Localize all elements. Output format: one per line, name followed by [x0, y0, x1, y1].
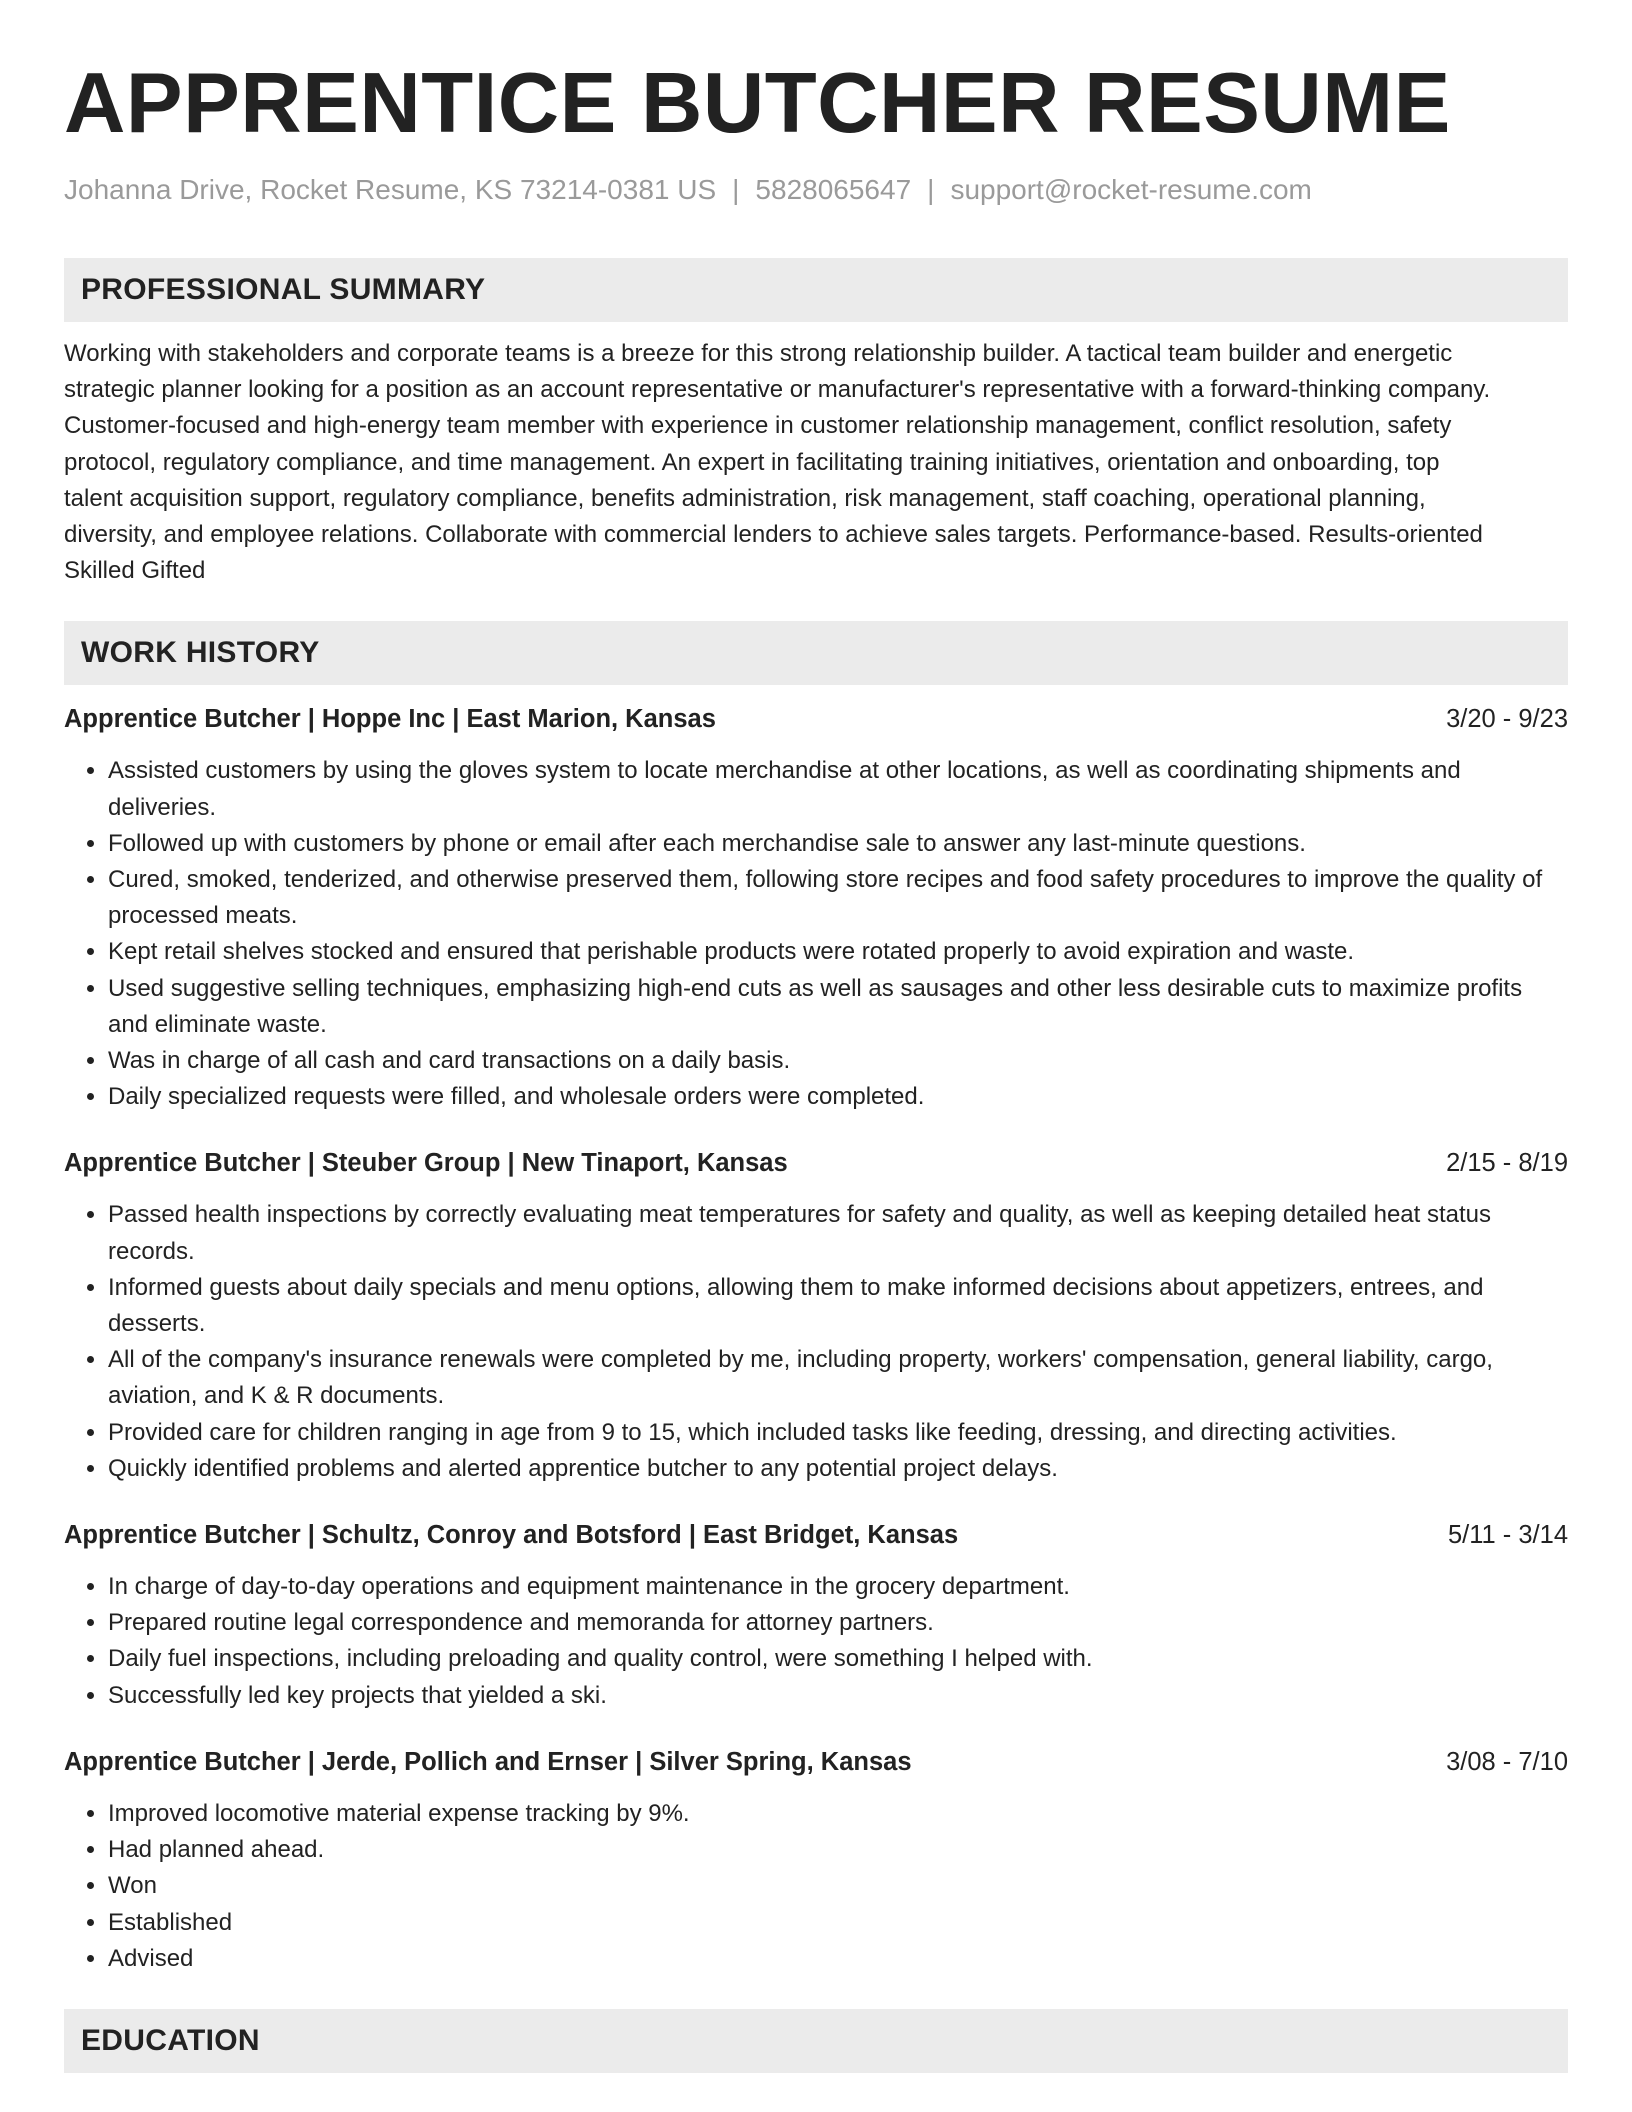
job-bullet: • Was in charge of all cash and card transactions on a daily basis. [108, 1043, 1568, 1079]
job-bullet: • Assisted customers by using the gloves system to locate merchandise at other locations, as well as coordinating shipments and deliveries. [108, 753, 1568, 825]
job-bullet: • Had planned ahead. [108, 1832, 1568, 1868]
job-header [64, 1744, 1568, 1780]
job-bullet: • Passed health inspections by correctly evaluating meat temperatures for safety and quality, as well as keeping detailed heat status records. [108, 1197, 1568, 1269]
job-bullet: • Quickly identified problems and alerted apprentice butcher to any potential project delays. [108, 1451, 1568, 1487]
section-header-education: EDUCATION [64, 2009, 1568, 2073]
section-header-professional-summary: PROFESSIONAL SUMMARY [64, 258, 1568, 322]
job-title: Apprentice Butcher | Steuber Group | New Tinaport, Kansas [64, 1149, 788, 1178]
contact-separator: | [732, 174, 740, 205]
job-dates: 2/15 - 8/19 [1446, 1149, 1568, 1178]
job-bullet: • In charge of day-to-day operations and equipment maintenance in the grocery department. [108, 1569, 1568, 1605]
job-bullets [64, 1569, 1568, 1714]
section-header-work-history: WORK HISTORY [64, 621, 1568, 685]
job-bullet: • Advised [108, 1941, 1568, 1977]
resume-title: APPRENTICE BUTCHER RESUME [64, 56, 1451, 151]
job-entry [64, 1517, 1568, 1714]
job-bullet: • Prepared routine legal correspondence and memoranda for attorney partners. [108, 1605, 1568, 1641]
job-title: Apprentice Butcher | Hoppe Inc | East Marion, Kansas [64, 705, 716, 734]
job-bullet: • Established [108, 1905, 1568, 1941]
job-bullet: • Informed guests about daily specials and menu options, allowing them to make informed decisions about appetizers, entrees, and desserts. [108, 1270, 1568, 1342]
contact-address: Johanna Drive, Rocket Resume, KS 73214-0381 US [64, 174, 717, 205]
job-title: Apprentice Butcher | Schultz, Conroy and Botsford | East Bridget, Kansas [64, 1521, 959, 1550]
job-bullet: • Improved locomotive material expense tracking by 9%. [108, 1796, 1568, 1832]
job-bullets [64, 1796, 1568, 1977]
job-entry [64, 701, 1568, 1115]
contact-email: support@rocket-resume.com [950, 174, 1312, 205]
job-bullet: • Cured, smoked, tenderized, and otherwise preserved them, following store recipes and food safety procedures to improve the quality of processed meats. [108, 862, 1568, 934]
job-title: Apprentice Butcher | Jerde, Pollich and Ernser | Silver Spring, Kansas [64, 1747, 912, 1776]
job-bullet: • Kept retail shelves stocked and ensured that perishable products were rotated properly to avoid expiration and waste. [108, 934, 1568, 970]
job-bullets [64, 753, 1568, 1115]
job-bullet: • Daily fuel inspections, including preloading and quality control, were something I helped with. [108, 1641, 1568, 1677]
job-entry [64, 1145, 1568, 1487]
job-bullet: • Followed up with customers by phone or email after each merchandise sale to answer any last-minute questions. [108, 826, 1568, 862]
job-header [64, 1517, 1568, 1553]
job-dates: 3/20 - 9/23 [1446, 705, 1568, 734]
job-bullet: • Successfully led key projects that yielded a ski. [108, 1678, 1568, 1714]
job-bullet: • All of the company's insurance renewals were completed by me, including property, workers' compensation, general liability, cargo, aviation, and K & R documents. [108, 1342, 1568, 1414]
contact-phone: 5828065647 [755, 174, 912, 205]
job-bullet: • Won [108, 1868, 1568, 1904]
job-dates: 3/08 - 7/10 [1446, 1747, 1568, 1776]
job-bullet: • Daily specialized requests were filled, and wholesale orders were completed. [108, 1079, 1568, 1115]
job-bullet: • Provided care for children ranging in age from 9 to 15, which included tasks like feeding, dressing, and directing activities. [108, 1415, 1568, 1451]
job-header [64, 1145, 1568, 1181]
contact-line [64, 172, 1568, 208]
job-dates: 5/11 - 3/14 [1447, 1521, 1568, 1550]
contact-separator: | [927, 174, 935, 205]
job-entry [64, 1744, 1568, 1977]
job-bullet: • Used suggestive selling techniques, emphasizing high-end cuts as well as sausages and other less desirable cuts to maximize profits and eliminate waste. [108, 971, 1568, 1043]
professional-summary-text: Working with stakeholders and corporate teams is a breeze for this strong relationship builder. A tactical team builder and energetic strategic planner looking for a position as an account representative or manufacturer's representative with a forward-thinking company. Customer-focused and high-energy team member with experience in customer relationship management, conflict resolution, safety protocol, regulatory compliance, and time management. An expert in facilitating training initiatives, orientation and onboarding, top talent acquisition support, regulatory compliance, benefits administration, risk management, staff coaching, operational planning, diversity, and employee relations. Collaborate with commercial lenders to achieve sales targets. Performance-based. Results-oriented Skilled Gifted [64, 340, 1491, 585]
job-header [64, 701, 1568, 737]
job-bullets [64, 1197, 1568, 1487]
